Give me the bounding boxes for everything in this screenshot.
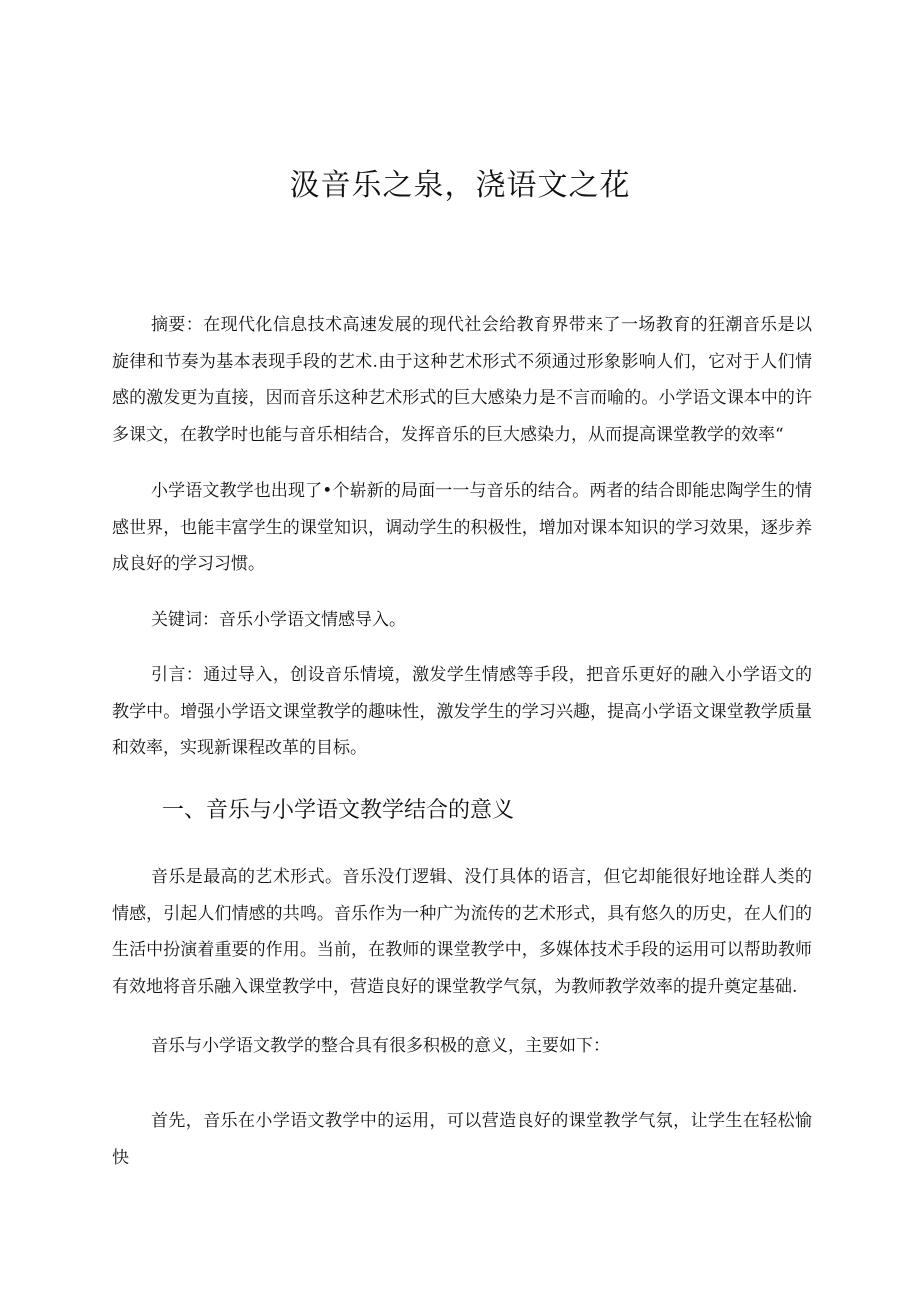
section-paragraph: 首先，音乐在小学语文教学中的运用，可以营造良好的课堂教学气氛，让学生在轻松愉快 xyxy=(112,1111,812,1168)
introduction-paragraph: 引言：通过导入，创设音乐情境，激发学生情感等手段，把音乐更好的融入小学语文的教学中。增强小学语文课堂教学的趣味性，激发学生的学习兴趣，提高小学语文课堂教学质量和效率，实现新课程改革的目标。 xyxy=(112,665,812,758)
section-paragraph: 音乐是最高的艺术形式。音乐没仃逻辑、没仃具体的语言，但它却能很好地诠群人类的情感，引起人们情感的共鸣。音乐作为一种广为流传的艺术形式，具有悠久的历史，在人们的生活中扮演着重要的作用。当前，在教师的课堂教学中，多媒体技术手段的运用可以帮助教师有效地将音乐融入课堂教学中，营造良好的课堂教学气氛，为教师教学效率的提升奠定基础. xyxy=(112,867,812,997)
section-paragraph: 音乐与小学语文教学的整合具有很多积极的意义，主要如下： xyxy=(151,1036,610,1056)
keywords-paragraph: 关键词：音乐小学语文情感导入。 xyxy=(151,610,406,630)
abstract-paragraph: 摘要：在现代化信息技术高速发展的现代社会给教育界带来了一场教育的狂潮音乐是以旋律和节奏为基本表现手段的艺术.由于这种艺术形式不须通过形象影响人们，它对于人们情感的激发更为直接，因而音乐这种艺术形式的巨大感染力是不言而喻的。小学语文课本中的许多课文，在教学时也能与音乐相结合，发挥音乐的巨大感染力，从而提高课堂教学的效率“ xyxy=(112,315,812,445)
document-title: 汲音乐之泉，浇语文之花 xyxy=(289,168,631,203)
abstract-continuation-paragraph: 小学语文教学也出现了•个崭新的局面一一与音乐的结合。两者的结合即能忠陶学生的情感世界，也能丰富学生的课堂知识，调动学生的积极性，增加对课本知识的学习效果，逐步养成良好的学习习惯。 xyxy=(112,481,812,574)
section-heading: 一、音乐与小学语文教学结合的意义 xyxy=(162,798,515,823)
